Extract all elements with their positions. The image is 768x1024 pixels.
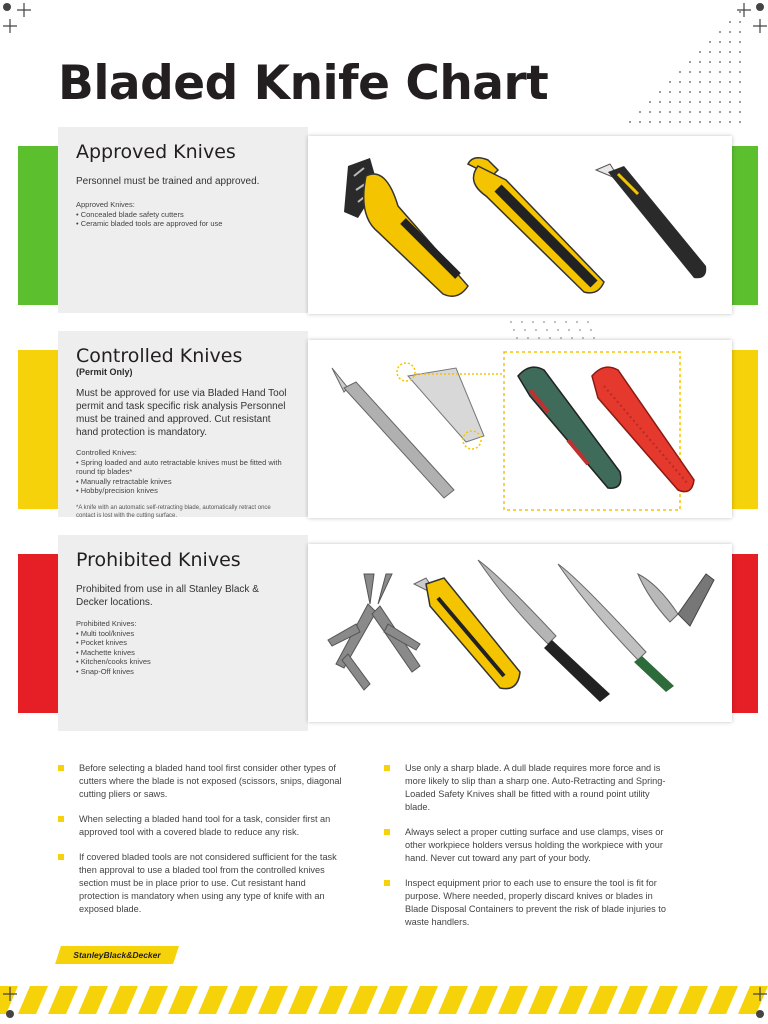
- guidance-item: If covered bladed tools are not considered sufficient for the task then approval to use a bladed tool from the controlled knives section must be in place prior to use. Cut resistant hand protection is mandatory when using any type of knife with an exposed blade.: [58, 851, 348, 916]
- page-title: Bladed Knife Chart: [58, 56, 549, 111]
- list-item: • Ceramic bladed tools are approved for use: [76, 219, 223, 228]
- multi-tool-icon: [328, 574, 420, 690]
- crosshair-icon: [752, 986, 768, 1002]
- list-item: • Kitchen/cooks knives: [76, 657, 151, 666]
- controlled-knives-image: [308, 340, 732, 518]
- controlled-panel: [58, 331, 308, 517]
- list-item: • Manually retractable knives: [76, 476, 172, 486]
- list-item: • Multi tool/knives: [76, 628, 135, 638]
- ceramic-knife-icon: [596, 164, 706, 278]
- prohibited-knives-illustration: [308, 544, 732, 722]
- safety-cutter-icon: [344, 158, 468, 296]
- utility-blade-icon: [397, 363, 504, 449]
- guidance-item: Inspect equipment prior to each use to ensure the tool is fit for purpose. Where needed, properly discard knives or blades in Blade Disposal Containers to prevent the risk of blade injuries to waste handlers.: [384, 877, 676, 929]
- corner-mark-icon: [2, 1006, 18, 1022]
- controlled-knives-illustration: [308, 340, 732, 518]
- guidance-item: Always select a proper cutting surface and use clamps, vises or other workpiece holders versus holding the workpiece with your hand. Never cut toward any part of your body.: [384, 826, 676, 865]
- guidance-right-column: [384, 762, 676, 941]
- crosshair-icon: [2, 18, 18, 34]
- prohibited-color-bar: [18, 554, 60, 713]
- prohibited-knives-image: [308, 544, 732, 722]
- controlled-color-bar: [18, 350, 60, 509]
- guidance-item: Use only a sharp blade. A dull blade requires more force and is more likely to slip than a sharp one. Auto-Retracting and Spring-Loaded Safety Knives shall be fitted with a round point utility blade.: [384, 762, 676, 814]
- list-item: • Machette knives: [76, 647, 135, 657]
- guidance-item: When selecting a bladed hand tool for a task, consider first an approved tool with a covered blade to reduce any risk.: [58, 813, 348, 839]
- approved-color-bar: [732, 146, 758, 305]
- dot-grid-decoration: [625, 8, 745, 132]
- controlled-note: *A knife with an automatic self-retracting blade, automatically retract once contact is lost with the cutting surface.: [76, 504, 271, 519]
- prohibited-panel: [58, 535, 308, 731]
- prohibited-list: [76, 619, 290, 676]
- approved-list-title: Approved Knives:: [76, 200, 135, 209]
- pocket-knife-icon: [638, 574, 714, 626]
- controlled-lead: Must be approved for use via Bladed Hand Tool permit and task specific risk analysis Personnel must be trained and approved. Cut resistant hand protection is mandatory.: [76, 388, 287, 438]
- controlled-heading: Controlled Knives: [76, 345, 243, 367]
- approved-heading: Approved Knives: [76, 141, 236, 163]
- prohibited-color-bar: [732, 554, 758, 713]
- safety-cutter-icon: [468, 158, 604, 293]
- crosshair-icon: [2, 986, 18, 1002]
- controlled-list: [76, 448, 290, 496]
- guidance-item: Before selecting a bladed hand tool first consider other types of cutters where the blade is not exposed (scissors, snips, diagonal cutting pliers or saws.: [58, 762, 348, 801]
- approved-knives-illustration: [308, 136, 732, 314]
- prohibited-lead: Prohibited from use in all Stanley Black & Decker locations.: [76, 584, 259, 608]
- crosshair-icon: [752, 18, 768, 34]
- crosshair-icon: [16, 2, 32, 18]
- approved-list: [76, 200, 290, 229]
- list-item: • Spring loaded and auto retractable knives must be fitted with round tip blades*: [76, 457, 282, 476]
- list-item: • Hobby/precision knives: [76, 486, 158, 495]
- prohibited-heading: Prohibited Knives: [76, 549, 241, 571]
- controlled-color-bar: [732, 350, 758, 509]
- corner-mark-icon: [752, 2, 768, 18]
- brand-logo-text: StanleyBlack&Decker: [73, 950, 161, 960]
- approved-panel: [58, 127, 308, 313]
- list-item: • Concealed blade safety cutters: [76, 209, 184, 219]
- approved-knives-image: [308, 136, 732, 314]
- brand-logo: [55, 946, 179, 964]
- guidance-left-column: [58, 762, 348, 928]
- corner-mark-icon: [752, 1006, 768, 1022]
- approved-lead: Personnel must be trained and approved.: [76, 176, 260, 187]
- list-item: • Snap-Off knives: [76, 666, 134, 676]
- controlled-list-title: Controlled Knives:: [76, 448, 137, 457]
- controlled-sub: (Permit Only): [76, 367, 133, 377]
- list-item: • Pocket knives: [76, 638, 127, 647]
- prohibited-list-title: Prohibited Knives:: [76, 619, 137, 628]
- approved-color-bar: [18, 146, 60, 305]
- hazard-stripe-decoration: [0, 986, 768, 1014]
